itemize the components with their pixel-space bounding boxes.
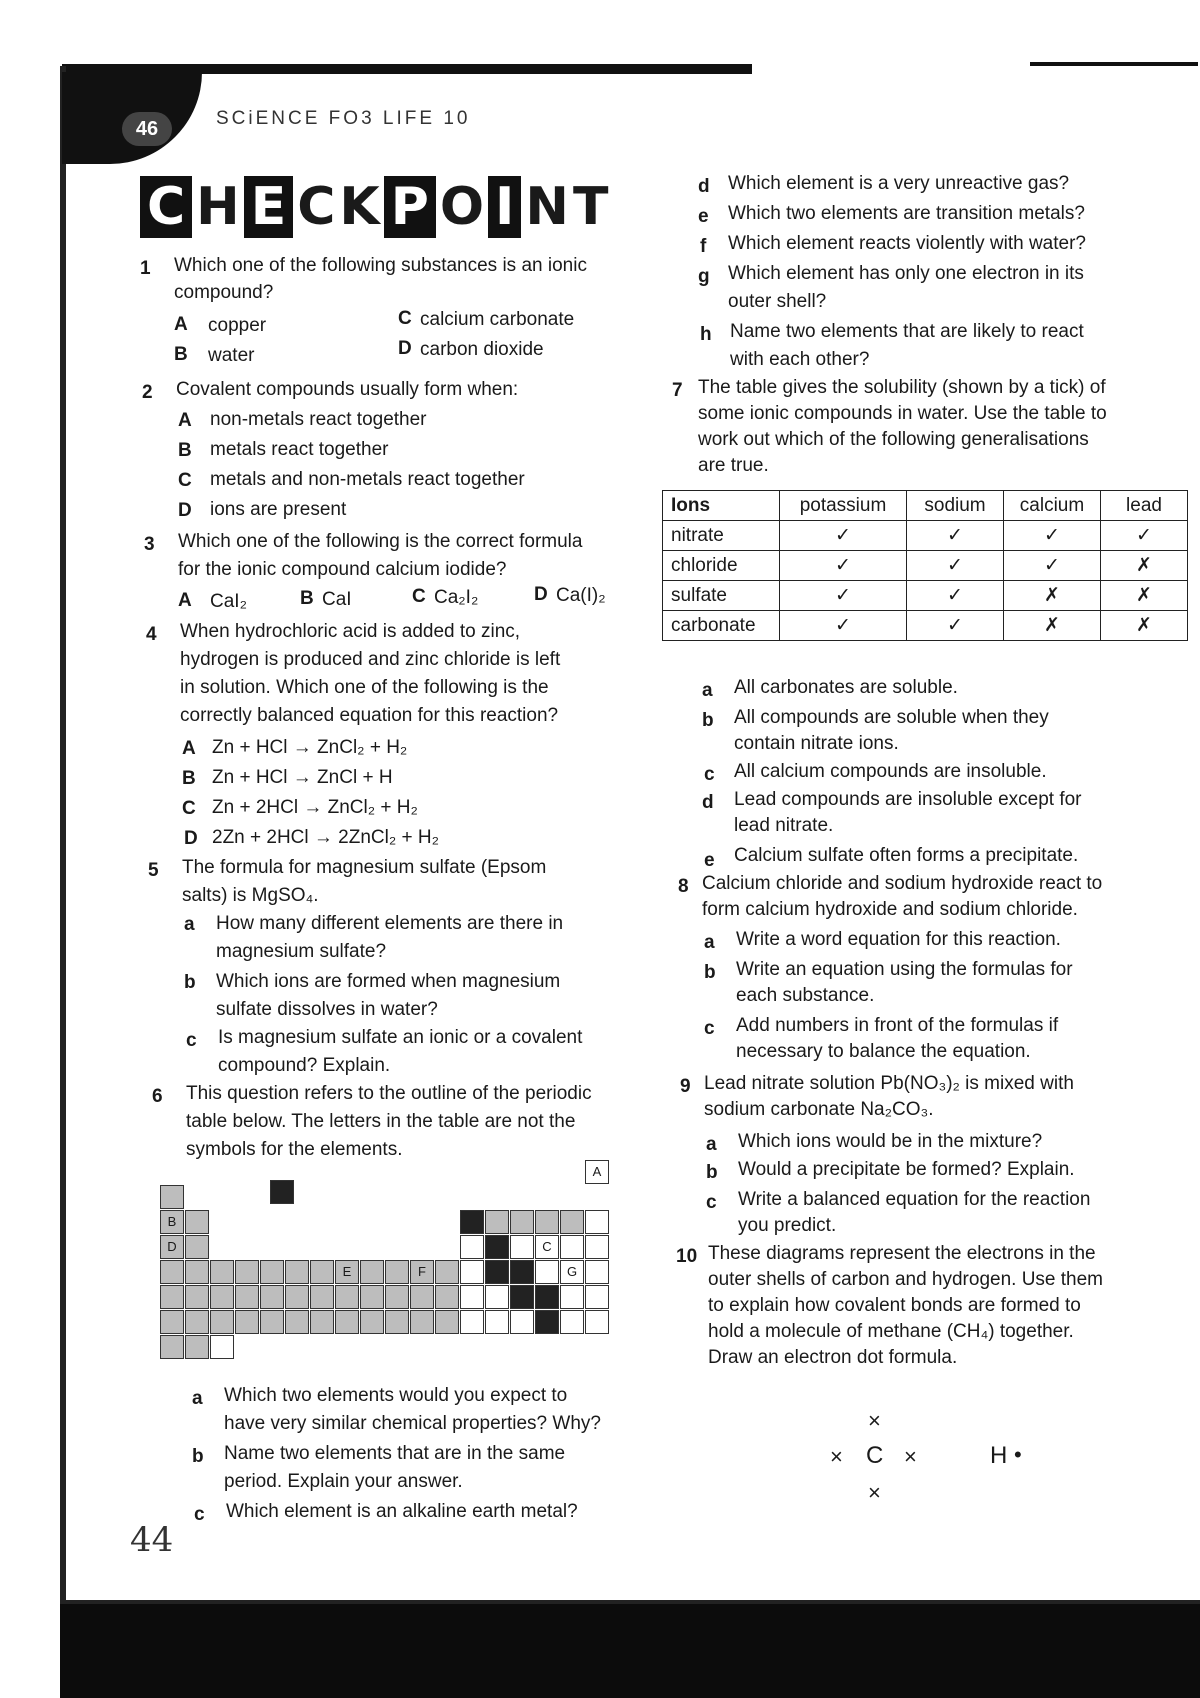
periodic-cell bbox=[235, 1260, 259, 1284]
periodic-cell bbox=[285, 1260, 309, 1284]
periodic-cell bbox=[335, 1285, 359, 1309]
periodic-cell bbox=[260, 1310, 284, 1334]
table-cell: ✓ bbox=[1004, 521, 1101, 551]
title-letter: E bbox=[244, 176, 294, 238]
periodic-cell bbox=[160, 1310, 184, 1334]
table-cell: ✓ bbox=[907, 521, 1004, 551]
periodic-cell bbox=[535, 1260, 559, 1284]
table-cell: ✓ bbox=[907, 581, 1004, 611]
periodic-cell bbox=[385, 1260, 409, 1284]
title-letter: C bbox=[297, 177, 336, 237]
solubility-table bbox=[662, 490, 1188, 641]
periodic-cell bbox=[560, 1235, 584, 1259]
top-rule-right bbox=[1030, 62, 1198, 66]
periodic-cell bbox=[310, 1260, 334, 1284]
periodic-cell bbox=[185, 1335, 209, 1359]
table-cell: ✓ bbox=[780, 521, 907, 551]
periodic-cell bbox=[285, 1310, 309, 1334]
periodic-cell bbox=[185, 1310, 209, 1334]
table-row bbox=[663, 551, 1188, 581]
table-row bbox=[663, 611, 1188, 641]
table-row bbox=[663, 521, 1188, 551]
periodic-cell: E bbox=[335, 1260, 359, 1284]
table-cell: carbonate bbox=[663, 611, 780, 641]
periodic-cell bbox=[560, 1285, 584, 1309]
periodic-cell bbox=[585, 1260, 609, 1284]
periodic-cell bbox=[460, 1285, 484, 1309]
table-row bbox=[663, 581, 1188, 611]
table-cell: ✓ bbox=[1004, 551, 1101, 581]
table-cell: ✗ bbox=[1101, 581, 1188, 611]
periodic-cell bbox=[460, 1235, 484, 1259]
periodic-cell: G bbox=[560, 1260, 584, 1284]
periodic-cell bbox=[410, 1310, 434, 1334]
bottom-bar bbox=[60, 1604, 1200, 1698]
running-title: SCiENCE FO3 LIFE 10 bbox=[216, 108, 471, 129]
table-cell: ✓ bbox=[907, 611, 1004, 641]
hydrogen-symbol: H bbox=[990, 1442, 1008, 1469]
periodic-cell bbox=[210, 1335, 234, 1359]
carbon-symbol: C bbox=[866, 1442, 884, 1469]
column-header: calcium bbox=[1004, 491, 1101, 521]
periodic-cell bbox=[235, 1285, 259, 1309]
title-letter: N bbox=[525, 177, 569, 237]
periodic-cell: D bbox=[160, 1235, 184, 1259]
periodic-cell bbox=[160, 1260, 184, 1284]
periodic-cell bbox=[485, 1235, 509, 1259]
title-letter: C bbox=[140, 176, 192, 238]
column-header: potassium bbox=[780, 491, 907, 521]
periodic-cell bbox=[535, 1210, 559, 1234]
periodic-cell bbox=[185, 1235, 209, 1259]
periodic-cell bbox=[185, 1285, 209, 1309]
periodic-cell bbox=[485, 1210, 509, 1234]
periodic-cell bbox=[485, 1260, 509, 1284]
periodic-cell bbox=[160, 1285, 184, 1309]
periodic-cell bbox=[210, 1285, 234, 1309]
periodic-cell bbox=[360, 1310, 384, 1334]
table-cell: ✗ bbox=[1101, 611, 1188, 641]
periodic-cell: B bbox=[160, 1210, 184, 1234]
periodic-cell bbox=[585, 1285, 609, 1309]
periodic-cell bbox=[360, 1260, 384, 1284]
column-header: sodium bbox=[907, 491, 1004, 521]
title-letter: O bbox=[439, 177, 485, 237]
periodic-cell bbox=[260, 1260, 284, 1284]
periodic-cell: F bbox=[410, 1260, 434, 1284]
table-cell: sulfate bbox=[663, 581, 780, 611]
table-cell: ✓ bbox=[780, 581, 907, 611]
periodic-cell bbox=[285, 1285, 309, 1309]
table-cell: chloride bbox=[663, 551, 780, 581]
periodic-cell bbox=[560, 1310, 584, 1334]
periodic-cell bbox=[270, 1180, 294, 1204]
periodic-cell bbox=[435, 1310, 459, 1334]
title-letter: T bbox=[572, 177, 609, 237]
periodic-cell bbox=[385, 1310, 409, 1334]
periodic-cell bbox=[160, 1185, 184, 1209]
table-cell: ✗ bbox=[1004, 581, 1101, 611]
periodic-cell bbox=[310, 1285, 334, 1309]
column-header: lead bbox=[1101, 491, 1188, 521]
periodic-cell bbox=[160, 1335, 184, 1359]
periodic-cell bbox=[535, 1285, 559, 1309]
page-number: 46 bbox=[122, 112, 172, 146]
table-cell: nitrate bbox=[663, 521, 780, 551]
periodic-cell bbox=[585, 1310, 609, 1334]
periodic-cell bbox=[460, 1310, 484, 1334]
periodic-cell bbox=[510, 1235, 534, 1259]
title-letter: K bbox=[339, 177, 380, 237]
table-cell: ✗ bbox=[1101, 551, 1188, 581]
periodic-cell bbox=[435, 1260, 459, 1284]
periodic-cell bbox=[335, 1310, 359, 1334]
periodic-cell bbox=[185, 1210, 209, 1234]
periodic-cell bbox=[260, 1285, 284, 1309]
periodic-cell: C bbox=[535, 1235, 559, 1259]
periodic-cell bbox=[460, 1260, 484, 1284]
column-header: Ions bbox=[663, 491, 780, 521]
periodic-cell bbox=[510, 1310, 534, 1334]
periodic-cell bbox=[410, 1285, 434, 1309]
handwritten-note: 44 bbox=[130, 1520, 174, 1560]
table-cell: ✓ bbox=[780, 551, 907, 581]
periodic-cell bbox=[585, 1235, 609, 1259]
periodic-cell bbox=[485, 1310, 509, 1334]
periodic-cell bbox=[210, 1310, 234, 1334]
periodic-cell bbox=[585, 1210, 609, 1234]
table-cell: ✗ bbox=[1004, 611, 1101, 641]
periodic-cell bbox=[510, 1260, 534, 1284]
periodic-cell bbox=[235, 1310, 259, 1334]
periodic-cell bbox=[210, 1260, 234, 1284]
table-cell: ✓ bbox=[1101, 521, 1188, 551]
periodic-cell bbox=[360, 1285, 384, 1309]
title-letter: H bbox=[196, 177, 240, 237]
periodic-cell bbox=[485, 1285, 509, 1309]
periodic-cell bbox=[535, 1310, 559, 1334]
periodic-cell bbox=[185, 1260, 209, 1284]
title-letter: P bbox=[384, 176, 436, 238]
periodic-cell: A bbox=[585, 1160, 609, 1184]
table-cell: ✓ bbox=[780, 611, 907, 641]
title-letter: I bbox=[488, 176, 521, 238]
periodic-cell bbox=[435, 1285, 459, 1309]
periodic-cell bbox=[385, 1285, 409, 1309]
periodic-cell bbox=[560, 1210, 584, 1234]
table-header-row bbox=[663, 491, 1188, 521]
page-title bbox=[140, 176, 608, 238]
table-cell: ✓ bbox=[907, 551, 1004, 581]
periodic-cell bbox=[510, 1285, 534, 1309]
binding-edge bbox=[60, 66, 66, 1606]
periodic-cell bbox=[460, 1210, 484, 1234]
periodic-cell bbox=[510, 1210, 534, 1234]
periodic-cell bbox=[310, 1310, 334, 1334]
